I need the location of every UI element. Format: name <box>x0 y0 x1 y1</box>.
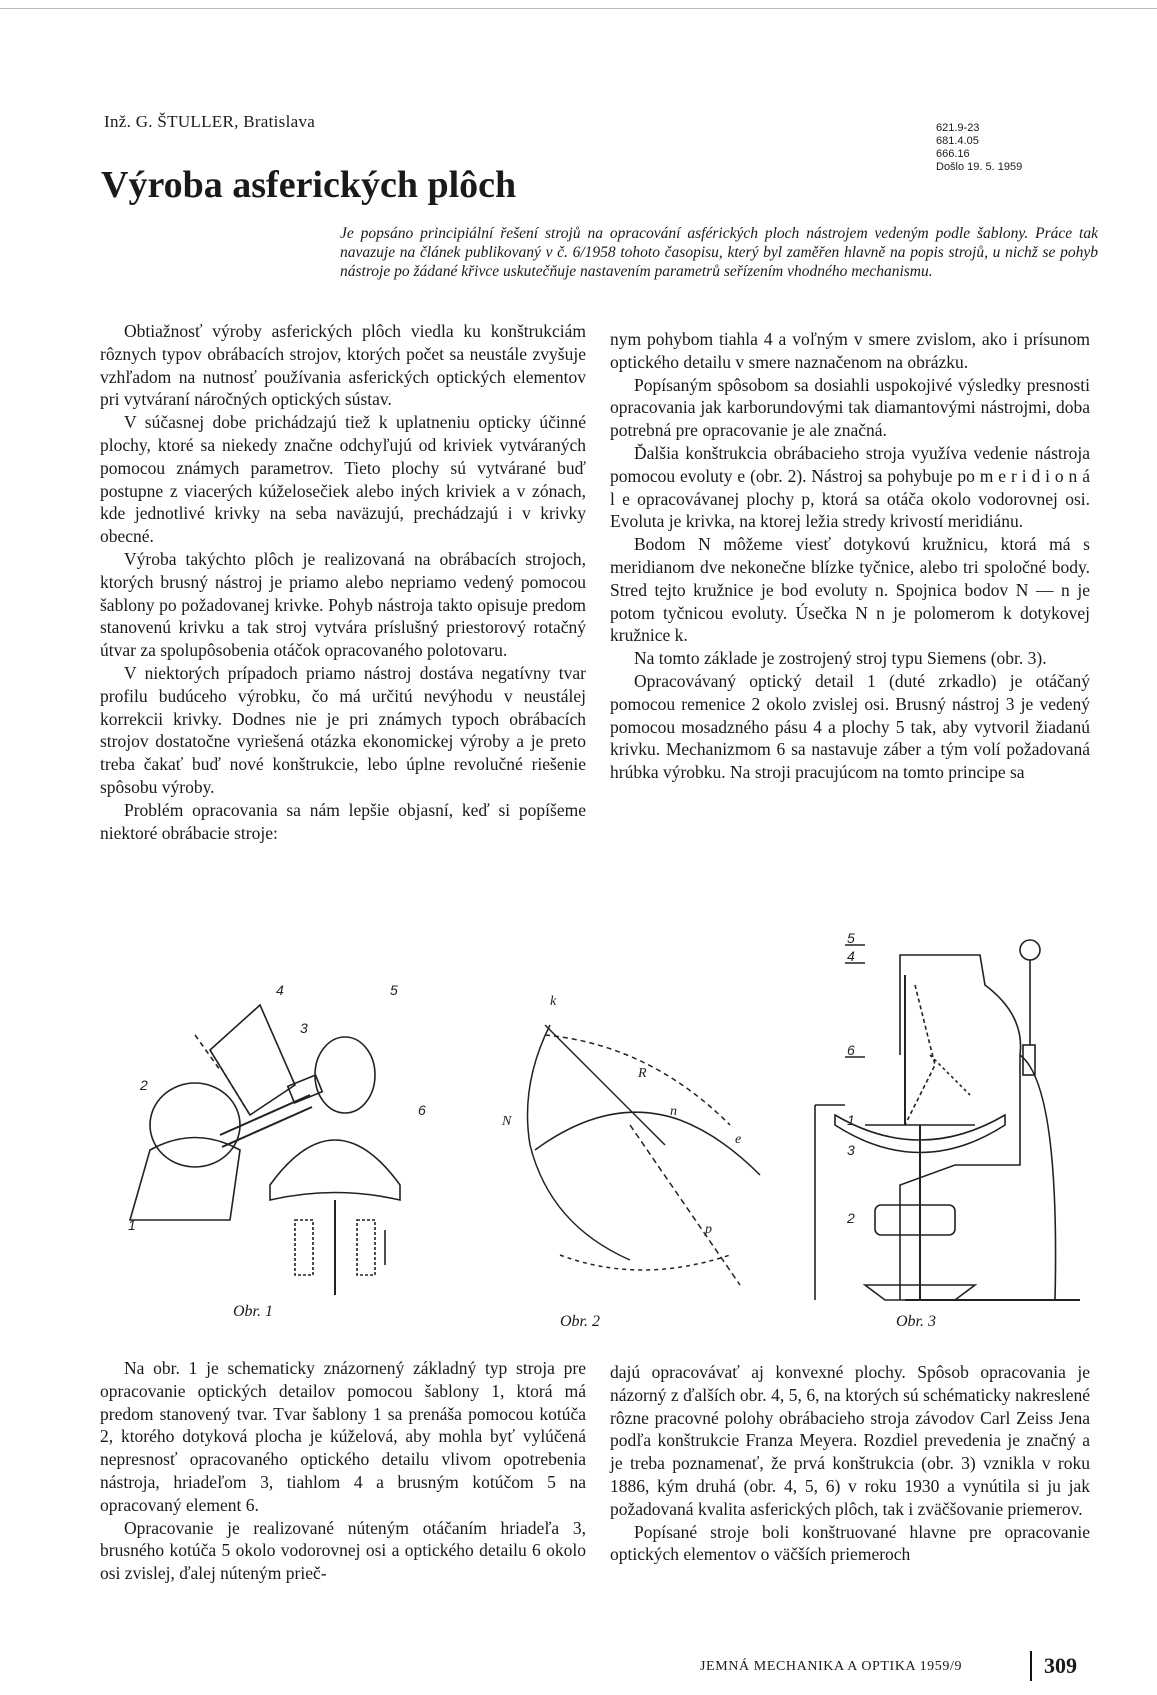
figure-2-label: k <box>550 994 557 1009</box>
figure-1-drawing <box>100 975 460 1295</box>
author-line: Inž. G. ŠTULLER, Bratislava <box>104 112 316 131</box>
figure-2-label: n <box>670 1104 677 1119</box>
figure-1-label: 2 <box>140 1077 148 1093</box>
top-rule <box>0 8 1157 9</box>
figure-2-label: e <box>735 1132 742 1147</box>
paragraph: Na tomto základe je zostrojený stroj typu Siemens (obr. 3). <box>634 648 1047 669</box>
figure-1-label: 1 <box>128 1217 136 1233</box>
paragraph: Problém opracovania sa nám lepšie objasní, keď si popíšeme niektoré obrábacie stroje: <box>100 799 586 843</box>
figure-1-caption: Obr. 1 <box>233 1303 274 1320</box>
figure-3-caption: Obr. 3 <box>896 1313 937 1330</box>
page-footer <box>700 1647 1140 1687</box>
udc-line: 681.4.05 <box>936 135 979 147</box>
paragraph: nym pohybom tiahla 4 a voľným v smere zvislom, ako i prísunom optického detailu v smere naznačenom na obrázku. <box>610 329 1090 372</box>
figure-2-label: p <box>705 1222 712 1237</box>
paragraph: Opracovávaný optický detail 1 (duté zrkadlo) je otáčaný pomocou remenice 2 okolo zvislej osi. Brusný nástroj 3 je vedený pomocou mosadzného pásu 4 a plochy 5 tak, aby vytvoril žiadanú krivku. Mechanizmom 6 sa nastavuje záber a tým volí požadovaná hrúbka výrobku. Na stroji pracujúcom na tomto principe sa <box>610 670 1090 783</box>
paragraph: Opracovanie je realizované núteným otáčaním hriadeľa 3, brusného kotúča 5 okolo vodorovnej osi a optického detailu 6 okolo osi zvislej, ďalej núteným priеč- <box>100 1517 586 1584</box>
paragraph: V niektorých prípadoch priamo nástroj dostáva negatívny tvar profilu budúceho výrobku, čo má určitú nevýhodu v neustálej korrekcii krivky. Dodnes nie je pri známych typoch obrábacích strojov dostatočne vyriešená otázka ekonomickej výroby a je preto treba čakať buď nové konštrukcie, lebo úplne revolučné riešenie spôsobu výroby. <box>100 662 586 797</box>
figure-1-label: 3 <box>300 1020 308 1036</box>
figure-1-label: 6 <box>418 1102 426 1118</box>
paragraph: Na obr. 1 je schematicky znázornený základný typ stroja pre opracovanie optických detailov pomocou šablony 1, ktorá má predom stanovený tvar. Tvar šablony 1 sa prenáša pomocou kotúča 2, ktorého dotyková plocha je kúželová, aby mohla byť vylúčená nepresnosť opracovaného optického detailu vlivom opotrebenia nástroja, hriadeľom 3, tiahlom 4 a brusným kotúčom 5 na opracovaný element 6. <box>100 1358 586 1515</box>
udc-line: 666.16 <box>936 148 970 160</box>
abstract: Je popsáno principiální řešení strojů na opracování asférických ploch nástrojem vedeným podle šablony. Práce tak navazuje na článek publikovaný v č. 6/1958 tohoto časopisu, který byl zaměřen hlavně na popis strojů, u nichž se pohyb nástroje po žádané křivce uskutečňuje nastavením parametrů seřízením vhodného mechanismu. <box>340 225 1098 280</box>
figure-2-drawing <box>490 985 790 1295</box>
figure-1-label: 5 <box>390 982 398 998</box>
figure-2 <box>490 985 790 1295</box>
paragraph: Obtiažnosť výroby asferických plôch viedla ku konštrukciám rôznych typov obrábacích strojov, ktorých počet sa neustále zvyšuje vzhľadom na nutnosť používania asferických optických elementov pri vytváraní náročných optických sústav. <box>100 321 586 410</box>
figure-2-label: R <box>638 1066 647 1081</box>
figure-1-label: 4 <box>276 982 284 998</box>
body-column-2 <box>610 328 1090 784</box>
figure-3-label: 2 <box>847 1210 855 1226</box>
body-column-1 <box>100 320 586 844</box>
figure-3 <box>805 925 1085 1305</box>
figure-3-label: 1 <box>847 1112 855 1128</box>
paragraph: dajú opracovávať aj konvexné plochy. Spôsob opracovania je názorný z ďalších obr. 4, 5, 6, na ktorých sú schématicky nakreslené rôzne pracovné polohy obrábacieho stroja závodov Carl Zeiss Jena podľa konštrukcie Franza Meyera. Rozdiel prevedenia je značný a je treba poznamenať, že prvá konštrukcia (obr. 3) vznikla v roku 1886, kým druhá (obr. 4, 5, 6) v roku 1930 a vynútila si ju jak požadovaná kvalita asferických plôch, tak i zväčšovanie priemerov. <box>610 1362 1090 1519</box>
figure-2-label: N <box>502 1114 512 1129</box>
figure-3-label: 4 <box>847 948 855 964</box>
body-column-3 <box>100 1357 586 1585</box>
journal-name: JEMNÁ MECHANIKA A OPTIKA 1959/9 <box>700 1659 963 1674</box>
article-title: Výroba asferických plôch <box>101 164 517 206</box>
udc-block <box>936 122 1022 174</box>
paragraph: Popísaným spôsobom sa dosiahli uspokojivé výsledky presnosti opracovania jak karborundovými tak diamantovými nástrojmi, doba potrebná pre opracovanie je ale značná. <box>610 374 1090 441</box>
paragraph: Bodom N môžeme viesť dotykovú kružnicu, ktorá má s meridianom dve nekonečne blízke tyčnice, alebo tri spoločné body. Stred tejto kružnice je bod evoluty n. Spojnica bodov N — n je potom tyčnicou evoluty. Úsečka N n je polomerom k dotykovej kružnice k. <box>610 534 1090 646</box>
figure-3-label: 5 <box>847 930 855 946</box>
figure-3-label: 3 <box>847 1142 855 1158</box>
figure-1 <box>100 975 460 1295</box>
paragraph: Ďalšia konštrukcia obrábacieho stroja využíva vedenie nástroja pomocou evoluty e (obr. 2). Nástroj sa pohybuje po m e r i d i o n á l e opracovávanej plochy p, ktorá sa otáča okolo vodorovnej osi. Evoluta je krivka, na ktorej ležia stredy krivostí meridiánu. <box>610 442 1090 532</box>
paragraph: V súčasnej dobe prichádzajú tiež k uplatneniu opticky účinné plochy, ktoré sa niekedy značne odchyľujú od kriviek vytváraných pomocou známych parametrov. Tieto plochy sú vytvárané buď postupne z viacerých kúželosečiek alebo iných kriviek a v zónach, kde jednotlivé krivky na seba naväzujú, prechádzajú i v krivky obecné. <box>100 412 586 547</box>
udc-line: 621.9-23 <box>936 122 980 134</box>
body-column-4 <box>610 1361 1090 1566</box>
figure-3-drawing <box>805 925 1085 1305</box>
page-number: 309 <box>1044 1653 1077 1678</box>
paragraph: Výroba takýchto plôch je realizovaná na obrábacích strojoch, ktorých brusný nástroj je priamo alebo nepriamo vedený pomocou šablony po požadovanej krivke. Pohyb nástroja takto opisuje predom stanovenú krivku a tak stroj vytvára príslušný priestorový rotačný útvar za spolupôsobenia otáčok opracovaného polotovaru. <box>100 548 586 661</box>
paragraph: Popísané stroje boli konštruované hlavne pre opracovanie optických elementov o väčších priemeroch <box>610 1521 1090 1565</box>
footer-divider <box>1030 1651 1032 1681</box>
received-date: Došlo 19. 5. 1959 <box>936 161 1023 173</box>
figure-2-caption: Obr. 2 <box>560 1313 601 1330</box>
figure-3-label: 6 <box>847 1042 855 1058</box>
